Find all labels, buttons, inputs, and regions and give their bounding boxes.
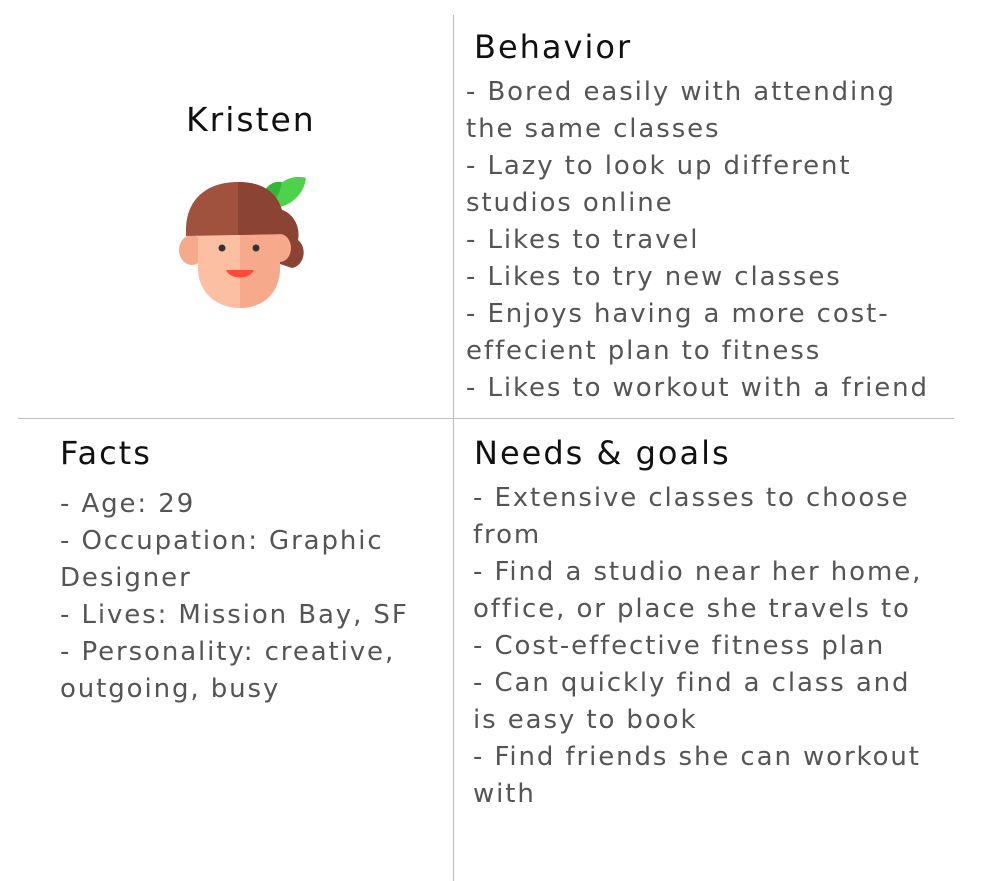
list-item: - Likes to try new classes bbox=[466, 262, 842, 292]
list-item: - Find friends she can workout with bbox=[473, 742, 921, 809]
vertical-divider bbox=[453, 15, 454, 881]
needs-goals-list bbox=[473, 480, 943, 813]
persona-name: Kristen bbox=[186, 100, 316, 139]
list-item: - Can quickly find a class and is easy to book bbox=[473, 668, 911, 735]
list-item: - Likes to travel bbox=[466, 225, 700, 255]
facts-title: Facts bbox=[60, 434, 152, 472]
list-item: - Likes to workout with a friend bbox=[466, 373, 929, 403]
behavior-title: Behavior bbox=[474, 28, 633, 66]
list-item: - Enjoys having a more cost-effecient plan to fitness bbox=[466, 299, 890, 366]
list-item: - Lives: Mission Bay, SF bbox=[60, 600, 409, 630]
behavior-list bbox=[466, 74, 950, 407]
list-item: - Extensive classes to choose from bbox=[473, 483, 910, 550]
woman-with-leaf-icon bbox=[176, 170, 310, 310]
horizontal-divider bbox=[18, 418, 954, 419]
list-item: - Bored easily with attending the same classes bbox=[466, 77, 896, 144]
list-item: - Occupation: Graphic Designer bbox=[60, 526, 384, 593]
list-item: - Lazy to look up different studios online bbox=[466, 151, 852, 218]
list-item: - Personality: creative, outgoing, busy bbox=[60, 637, 396, 704]
needs-goals-title: Needs & goals bbox=[474, 434, 731, 472]
list-item: - Find a studio near her home, office, or place she travels to bbox=[473, 557, 923, 624]
list-item: - Age: 29 bbox=[60, 489, 196, 519]
list-item: - Cost-effective fitness plan bbox=[473, 631, 886, 661]
facts-list bbox=[60, 486, 436, 708]
